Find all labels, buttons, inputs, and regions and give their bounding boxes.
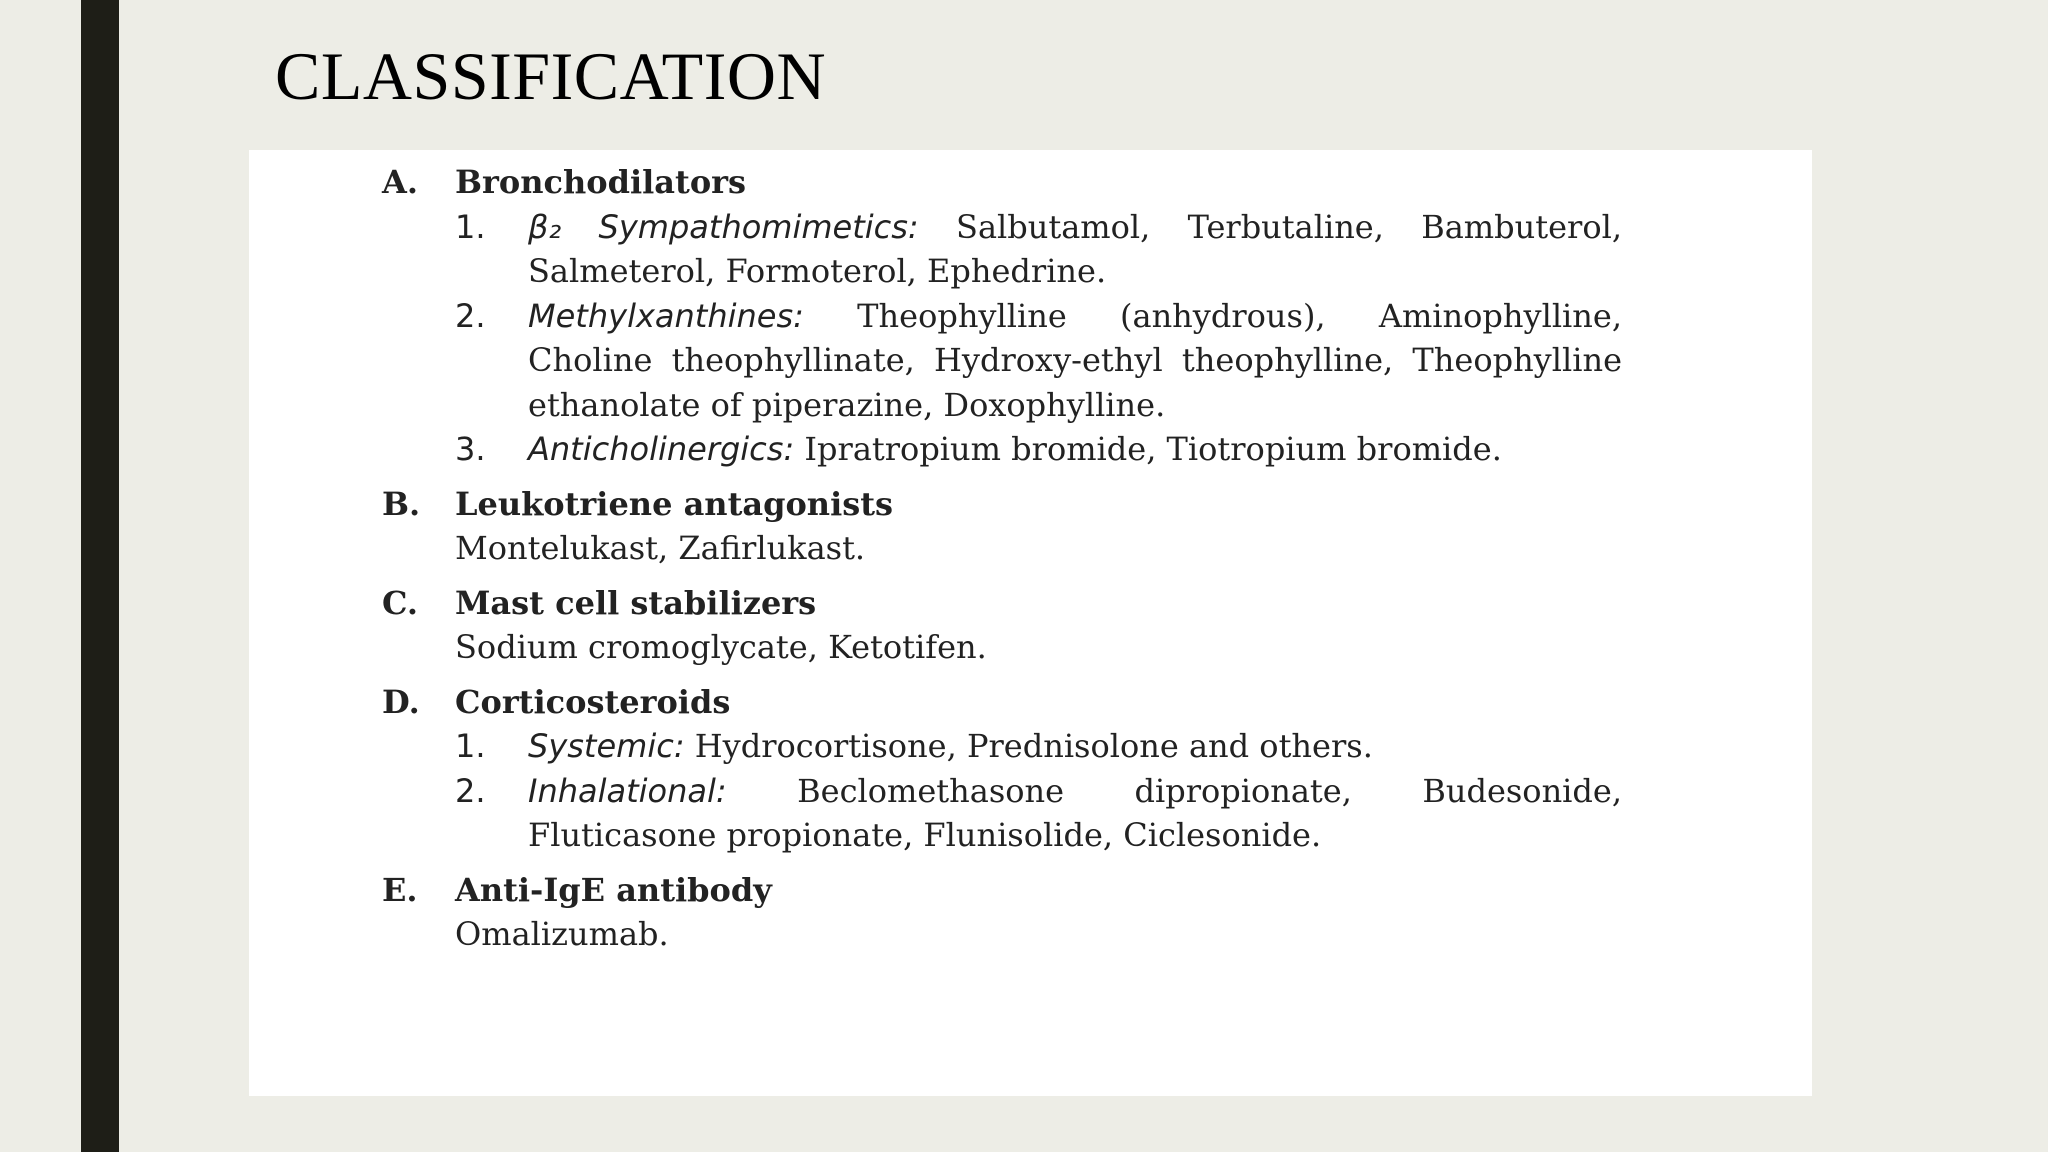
item-category: Inhalational: xyxy=(528,771,727,810)
item-number: 3. xyxy=(455,430,486,468)
list-item xyxy=(382,769,1622,858)
section-body: Sodium cromoglycate, Ketotifen. xyxy=(455,628,987,666)
section-letter: D. xyxy=(382,682,420,721)
list-item xyxy=(382,724,1622,769)
section-heading xyxy=(382,581,1622,626)
list-item xyxy=(382,294,1622,428)
classification-list xyxy=(382,160,1622,957)
item-category: β₂ Sympathomimetics: xyxy=(528,207,919,246)
item-number: 2. xyxy=(455,771,486,810)
section-body: Montelukast, Zafirlukast. xyxy=(455,529,866,567)
section-heading xyxy=(382,680,1622,725)
item-text: Ipratropium bromide, Tiotropium bromide. xyxy=(794,430,1502,468)
section-heading xyxy=(382,160,1622,205)
section-mast-cell-stabilizers xyxy=(382,581,1622,670)
item-text: Hydrocortisone, Prednisolone and others. xyxy=(684,727,1373,765)
section-letter: A. xyxy=(382,163,418,201)
section-letter: B. xyxy=(382,484,421,523)
item-number: 2. xyxy=(455,296,486,335)
section-anti-ige-antibody xyxy=(382,868,1622,957)
section-letter: E. xyxy=(382,870,418,909)
item-number: 1. xyxy=(455,727,486,765)
section-letter: C. xyxy=(382,583,419,622)
item-text: Theophylline (anhydrous), Aminophylline, Choline theophyllinate, Hydroxy-ethyl theophylline, Theophylline ethanolate of piperazine, Doxophylline. xyxy=(528,296,1622,424)
section-heading-text: Bronchodilators xyxy=(455,163,747,201)
slide-title: CLASSIFICATION xyxy=(275,38,827,114)
section-body: Omalizumab. xyxy=(455,915,669,953)
section-corticosteroids xyxy=(382,680,1622,858)
section-leukotriene-antagonists xyxy=(382,482,1622,571)
section-heading-text: Anti-IgE antibody xyxy=(455,870,772,909)
list-item xyxy=(382,205,1622,294)
item-text: Beclomethasone dipropionate, Budesonide, Fluticasone propionate, Flunisolide, Ciclesonide. xyxy=(528,771,1622,854)
section-heading-text: Mast cell stabilizers xyxy=(455,583,817,622)
section-heading xyxy=(382,868,1622,913)
section-heading-text: Corticosteroids xyxy=(455,682,731,721)
list-item xyxy=(382,427,1622,472)
section-heading xyxy=(382,482,1622,527)
section-bronchodilators xyxy=(382,160,1622,472)
item-number: 1. xyxy=(455,207,486,246)
item-category: Methylxanthines: xyxy=(528,296,804,335)
item-text: Salbutamol, Terbutaline, Bambuterol, Salmeterol, Formoterol, Ephedrine. xyxy=(528,207,1623,290)
classification-image-panel xyxy=(249,150,1812,1096)
item-category: Systemic: xyxy=(528,727,685,765)
item-category: Anticholinergics: xyxy=(528,430,795,468)
left-accent-bar xyxy=(81,0,119,1152)
section-heading-text: Leukotriene antagonists xyxy=(455,484,894,523)
